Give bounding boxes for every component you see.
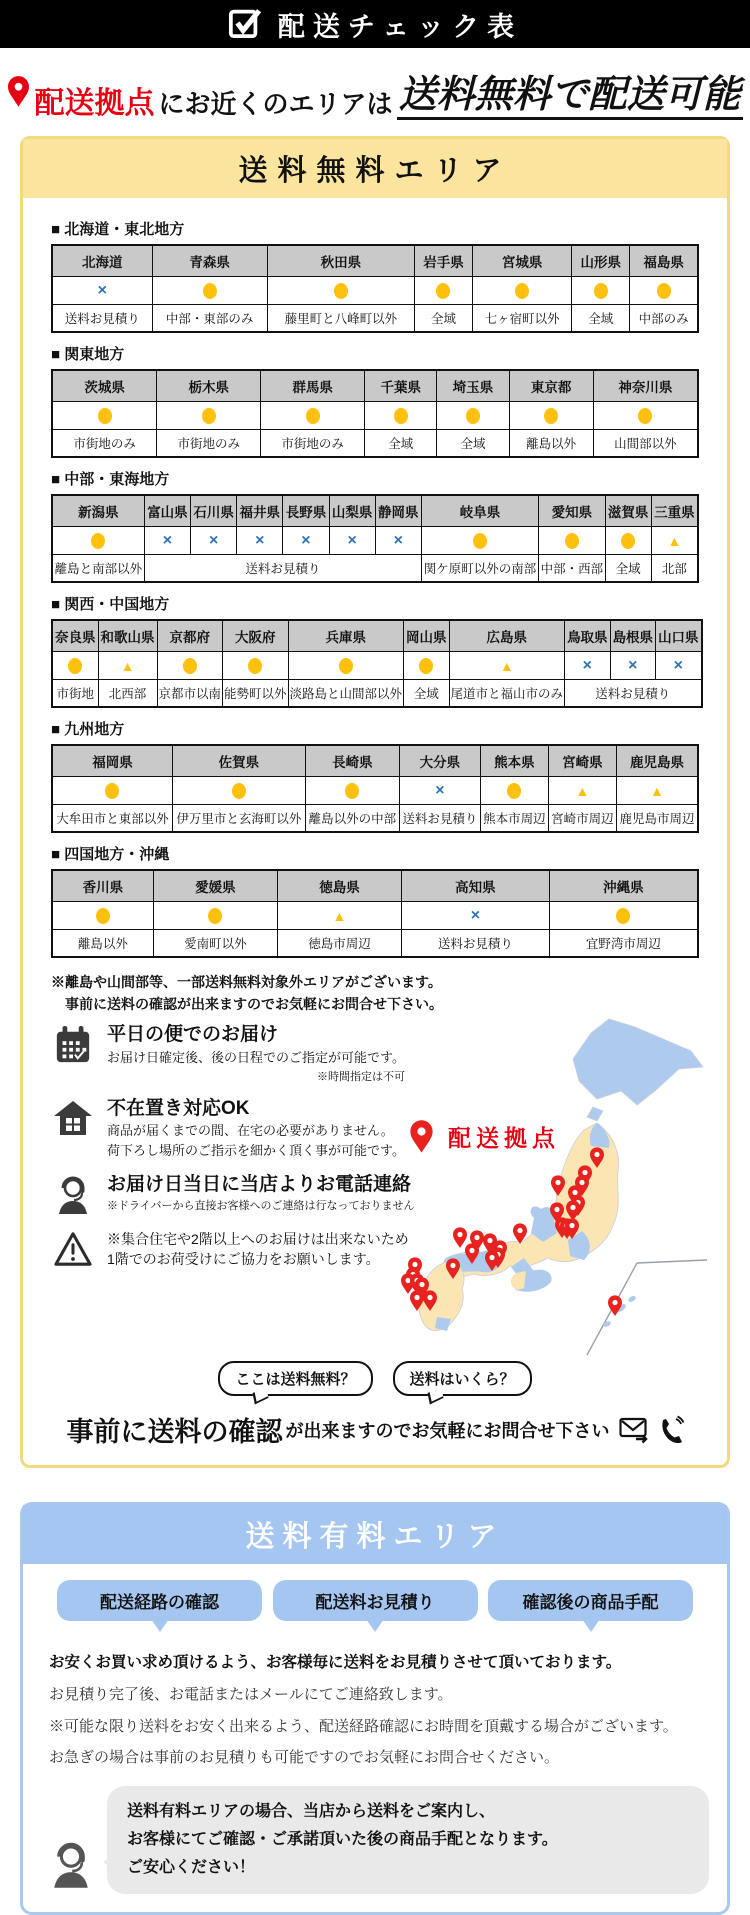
- prefecture-header-cell: 岩手県: [414, 245, 472, 277]
- mark-unavailable-x-glyph: ×: [470, 906, 481, 924]
- area-description-cell: 尾道市と福山市のみ: [449, 680, 565, 708]
- paid-paragraph: お見積り完了後、お電話またはメールにてご連絡致します。: [49, 1686, 453, 1704]
- prefecture-table: [51, 369, 699, 458]
- japan-map: [385, 1011, 715, 1356]
- service-note: ※ドライバーから直接お客様へのご連絡は行なっておりません: [107, 1200, 415, 1213]
- region-block: [51, 843, 699, 958]
- prefecture-header-cell: 鹿児島県: [616, 745, 698, 777]
- area-description-cell: 市街地: [52, 680, 98, 708]
- paid-paragraphs: [35, 1653, 715, 1768]
- service-line: ※集合住宅や2階以上へのお届けは出来ないため: [107, 1230, 409, 1247]
- mark-free-circle: [157, 402, 261, 430]
- mark-unavailable-x: [329, 527, 375, 555]
- area-description-cell: 能勢町以外: [223, 680, 289, 708]
- mark-unavailable-x: [237, 527, 283, 555]
- service-title: 不在置き対応OK: [107, 1097, 250, 1119]
- prefecture-header-cell: 福井県: [237, 495, 283, 527]
- prefecture-header-cell: 愛知県: [539, 495, 605, 527]
- mark-free-circle-glyph: [183, 658, 197, 674]
- mark-unavailable-x-glyph: ×: [393, 531, 403, 549]
- area-description-cell: 伊万里市と玄海町以外: [172, 805, 305, 833]
- prefecture-header-cell: 京都府: [157, 620, 223, 652]
- prefecture-header-cell: 秋田県: [267, 245, 414, 277]
- assurance: [49, 1786, 709, 1894]
- mail-icon: [619, 1416, 649, 1444]
- prefecture-header-cell: 東京都: [509, 370, 593, 402]
- prefecture-header-cell: 奈良県: [52, 620, 98, 652]
- area-description-cell: 離島以外: [509, 430, 593, 458]
- service-text: [107, 1228, 409, 1270]
- mark-unavailable-x: [656, 652, 702, 680]
- area-description-cell: 関ケ原町以外の南部: [421, 555, 538, 583]
- house-icon: [51, 1097, 95, 1160]
- region-title: ■ 関西・中国地方: [51, 596, 170, 613]
- map-pin-icon: [7, 75, 30, 113]
- mark-free-circle-glyph: [565, 533, 579, 549]
- mark-partial-triangle-glyph: ▲: [499, 657, 514, 674]
- prefecture-table: [51, 744, 699, 833]
- area-description-cell: 藤里町と八峰町以外: [267, 305, 414, 333]
- prefecture-header-cell: 静岡県: [375, 495, 421, 527]
- exclusion-note-line: 事前に送料の確認が出来ますのでお気軽にお問合せ下さい。: [65, 995, 443, 1012]
- prefecture-header-cell: 宮崎県: [548, 745, 616, 777]
- service-line: お届け日確定後、後の日程でのご指定が可能です。: [107, 1050, 405, 1066]
- mark-unavailable-x: [375, 527, 421, 555]
- area-description-cell: 徳島市周辺: [277, 930, 401, 958]
- exclusion-notes: [51, 972, 699, 1015]
- area-description-cell: 宜野湾市周辺: [549, 930, 698, 958]
- mark-free-circle-glyph: [394, 408, 408, 424]
- area-description-cell: 全域: [605, 555, 651, 583]
- prefecture-header-cell: 北海道: [52, 245, 152, 277]
- area-description-cell: 送料お見積り: [565, 680, 702, 708]
- info-and-map: [51, 1023, 699, 1345]
- mark-free-circle-glyph: [68, 658, 82, 674]
- prefecture-header-cell: 和歌山県: [98, 620, 157, 652]
- assurance-line: お客様にてご確認・ご承諾頂いた後の商品手配となります。: [127, 1831, 558, 1849]
- mark-free-circle-glyph: [621, 533, 635, 549]
- mark-unavailable-x: [610, 652, 656, 680]
- area-description-cell: 送料お見積り: [402, 930, 550, 958]
- mark-unavailable-x-glyph: ×: [435, 781, 445, 799]
- service-text: [107, 1097, 405, 1160]
- mark-free-circle: [52, 652, 98, 680]
- mark-free-circle: [404, 652, 450, 680]
- map-legend-label: 配送拠点: [448, 1125, 560, 1152]
- prefecture-header-cell: 宮城県: [472, 245, 571, 277]
- prefecture-header-cell: 青森県: [152, 245, 267, 277]
- mark-free-circle-glyph: [436, 283, 450, 299]
- prefecture-header-cell: 徳島県: [277, 870, 401, 902]
- exclusion-note-line: ※離島や山間部等、一部送料無料対象外エリアがございます。: [51, 974, 442, 990]
- prefecture-header-cell: 愛媛県: [153, 870, 277, 902]
- prefecture-table: [51, 869, 699, 958]
- mark-free-circle-glyph: [232, 783, 246, 799]
- paid-area-body: [23, 1564, 727, 1912]
- prefecture-header-cell: 鳥取県: [565, 620, 611, 652]
- mark-free-circle-glyph: [473, 533, 487, 549]
- question-bubble: ここは送料無料？: [218, 1361, 372, 1396]
- mark-partial-triangle: [277, 902, 401, 930]
- prefecture-table: [51, 619, 703, 708]
- service-note: ※時間指定は不可: [316, 1070, 405, 1083]
- service-line: 1階でのお荷受けにご協力をお願いします。: [107, 1251, 380, 1268]
- mark-free-circle-glyph: [594, 283, 608, 299]
- paid-paragraph: ※可能な限り送料をお安く出来るよう、配送経路確認にお時間を頂戴する場合がございます。: [49, 1717, 678, 1735]
- prefecture-header-cell: 三重県: [651, 495, 698, 527]
- service-text: [107, 1023, 405, 1083]
- mark-free-circle: [509, 402, 593, 430]
- mark-partial-triangle-glyph: ▲: [650, 782, 664, 799]
- free-area-header: 送料無料エリア: [23, 139, 727, 198]
- mark-partial-triangle: [449, 652, 565, 680]
- area-description-cell: 全域: [404, 680, 450, 708]
- free-shipping-section: [20, 136, 730, 1468]
- headline-middle: にお近くのエリアは: [158, 88, 393, 119]
- mark-free-circle: [288, 652, 404, 680]
- area-description-cell: 離島以外の中部: [305, 805, 399, 833]
- region-block: [51, 718, 699, 833]
- region-title: ■ 北海道・東北地方: [51, 221, 185, 238]
- prefecture-header-cell: 広島県: [449, 620, 565, 652]
- mark-unavailable-x: [283, 527, 329, 555]
- region-block: [51, 468, 699, 583]
- area-description-cell: 離島以外: [52, 930, 153, 958]
- mark-free-circle: [52, 902, 153, 930]
- checkbox-icon: [228, 5, 262, 44]
- prefecture-header-cell: 香川県: [52, 870, 153, 902]
- area-description-cell: 宮崎市周辺: [548, 805, 616, 833]
- region-title: ■ 関東地方: [51, 346, 125, 363]
- area-description-cell: 中部のみ: [630, 305, 698, 333]
- area-description-cell: 送料お見積り: [52, 305, 152, 333]
- mark-free-circle: [480, 777, 548, 805]
- mark-free-circle-glyph: [616, 908, 630, 924]
- area-description-cell: 全域: [437, 430, 509, 458]
- mark-free-circle-glyph: [248, 658, 262, 674]
- operator-icon: [51, 1173, 95, 1215]
- mark-free-circle: [414, 277, 472, 305]
- area-description-cell: 淡路島と山間部以外: [288, 680, 404, 708]
- depot-pin-icon: [409, 1119, 434, 1154]
- region-block: [51, 218, 699, 333]
- mark-free-circle: [172, 777, 305, 805]
- paid-paragraph: お安くお買い求め頂けるよう、お客様毎に送料をお見積りさせて頂いております。: [49, 1654, 622, 1672]
- mark-free-circle-glyph: [345, 783, 359, 799]
- prefecture-header-cell: 石川県: [191, 495, 237, 527]
- prefecture-header-cell: 茨城県: [52, 370, 157, 402]
- area-description-cell: 送料お見積り: [144, 555, 421, 583]
- mark-free-circle: [153, 902, 277, 930]
- mark-unavailable-x: [191, 527, 237, 555]
- prefecture-header-cell: 長崎県: [305, 745, 399, 777]
- step-estimate: 配送料お見積り: [273, 1580, 478, 1621]
- mark-free-circle-glyph: [638, 408, 652, 424]
- area-description-cell: 送料お見積り: [399, 805, 480, 833]
- question-bubbles: [51, 1361, 699, 1396]
- assurance-line: 送料有料エリアの場合、当店から送料をご案内し、: [127, 1803, 496, 1821]
- mark-unavailable-x-glyph: ×: [301, 531, 311, 549]
- paid-area-header: 送料有料エリア: [23, 1505, 727, 1564]
- mark-free-circle: [437, 402, 509, 430]
- prefecture-header-cell: 千葉県: [365, 370, 437, 402]
- mark-unavailable-x: [565, 652, 611, 680]
- headline-emphasis: 送料無料で配送可能: [397, 76, 743, 120]
- mark-free-circle-glyph: [419, 658, 433, 674]
- prefecture-header-cell: 岡山県: [404, 620, 450, 652]
- depot-pin: [453, 1228, 467, 1249]
- mark-partial-triangle-glyph: ▲: [120, 657, 135, 674]
- area-description-cell: 愛南町以外: [153, 930, 277, 958]
- prefecture-header-cell: 山口県: [656, 620, 702, 652]
- area-description-cell: 鹿児島市周辺: [616, 805, 698, 833]
- region-block: [51, 343, 699, 458]
- area-description-cell: 北部: [651, 555, 698, 583]
- prefecture-header-cell: 埼玉県: [437, 370, 509, 402]
- region-title: ■ 九州地方: [51, 721, 125, 738]
- mark-unavailable-x-glyph: ×: [97, 281, 107, 299]
- headline: [0, 62, 750, 120]
- mark-free-circle: [593, 402, 698, 430]
- area-description-cell: 七ヶ宿町以外: [472, 305, 571, 333]
- area-description-cell: 中部・西部: [539, 555, 605, 583]
- area-description-cell: 全域: [572, 305, 630, 333]
- mark-free-circle-glyph: [339, 658, 353, 674]
- region-title: ■ 中部・東海地方: [51, 471, 170, 488]
- service-title: お届け日当日に当店よりお電話連絡: [107, 1173, 412, 1195]
- mark-free-circle: [152, 277, 267, 305]
- mark-free-circle: [549, 902, 698, 930]
- area-description-cell: 市街地のみ: [157, 430, 261, 458]
- mark-free-circle: [472, 277, 571, 305]
- mark-free-circle-glyph: [507, 783, 521, 799]
- mark-unavailable-x-glyph: ×: [255, 531, 265, 549]
- mark-free-circle-glyph: [544, 408, 558, 424]
- mark-free-circle: [572, 277, 630, 305]
- cta-strong-text: 事前に送料の確認: [66, 1417, 283, 1448]
- free-area-body: [23, 198, 727, 1465]
- prefecture-header-cell: 栃木県: [157, 370, 261, 402]
- region-tables: [51, 218, 699, 958]
- area-description-cell: 全域: [365, 430, 437, 458]
- prefecture-header-cell: 富山県: [144, 495, 190, 527]
- prefecture-header-cell: 大分県: [399, 745, 480, 777]
- mark-free-circle: [157, 652, 223, 680]
- mark-free-circle-glyph: [202, 408, 216, 424]
- mark-unavailable-x: [399, 777, 480, 805]
- mark-partial-triangle: [98, 652, 157, 680]
- map-legend: [409, 1119, 560, 1154]
- region-block: [51, 593, 699, 708]
- mark-partial-triangle-glyph: ▲: [575, 782, 590, 799]
- step-route-check: 配送経路の確認: [57, 1580, 262, 1621]
- area-description-cell: 市街地のみ: [52, 430, 157, 458]
- mark-free-circle: [365, 402, 437, 430]
- prefecture-header-cell: 滋賀県: [605, 495, 651, 527]
- mark-unavailable-x: [52, 277, 152, 305]
- okinawa-inset: [587, 1260, 707, 1355]
- service-line: 商品が届くまでの間、在宅の必要がありません。: [107, 1123, 394, 1139]
- phone-icon: [658, 1416, 684, 1444]
- prefecture-header-cell: 福島県: [630, 245, 698, 277]
- assurance-bubble: [107, 1786, 709, 1894]
- prefecture-table: [51, 244, 699, 333]
- mark-partial-triangle-glyph: ▲: [667, 532, 682, 549]
- paid-shipping-section: [20, 1502, 730, 1915]
- mark-unavailable-x-glyph: ×: [347, 531, 357, 549]
- mark-unavailable-x-glyph: ×: [582, 656, 592, 674]
- mark-free-circle-glyph: [98, 408, 112, 424]
- prefecture-header-cell: 大阪府: [223, 620, 289, 652]
- service-text: [107, 1173, 414, 1215]
- area-description-cell: 中部・東部のみ: [152, 305, 267, 333]
- operator-icon: [49, 1841, 93, 1894]
- prefecture-header-cell: 岐阜県: [421, 495, 538, 527]
- top-bar: [0, 0, 750, 48]
- mark-free-circle: [261, 402, 365, 430]
- prefecture-header-cell: 島根県: [610, 620, 656, 652]
- mark-unavailable-x-glyph: ×: [208, 531, 219, 549]
- assurance-line: ご安心ください！: [127, 1859, 256, 1877]
- mark-unavailable-x-glyph: ×: [673, 656, 683, 674]
- prefecture-header-cell: 長野県: [283, 495, 329, 527]
- mark-free-circle-glyph: [466, 408, 480, 424]
- mark-free-circle: [52, 402, 157, 430]
- question-bubble: 送料はいくら？: [393, 1361, 532, 1396]
- service-title: 平日の便でのお届け: [107, 1024, 279, 1046]
- mark-free-circle-glyph: [203, 283, 217, 299]
- area-description-cell: 熊本市周辺: [480, 805, 548, 833]
- prefecture-table: [51, 494, 699, 583]
- mark-free-circle-glyph: [515, 283, 529, 299]
- prefecture-header-cell: 神奈川県: [593, 370, 698, 402]
- mark-free-circle: [305, 777, 399, 805]
- mark-free-circle-glyph: [306, 408, 320, 424]
- mark-unavailable-x: [144, 527, 190, 555]
- mark-partial-triangle: [548, 777, 616, 805]
- mark-partial-triangle-glyph: ▲: [332, 907, 347, 924]
- area-description-cell: 北西部: [98, 680, 157, 708]
- mark-unavailable-x-glyph: ×: [162, 531, 173, 549]
- prefecture-header-cell: 新潟県: [52, 495, 144, 527]
- mark-free-circle-glyph: [96, 908, 110, 924]
- mark-free-circle: [223, 652, 289, 680]
- calendar-icon: [51, 1023, 95, 1083]
- area-description-cell: 離島と南部以外: [52, 555, 144, 583]
- prefecture-header-cell: 兵庫県: [288, 620, 404, 652]
- prefecture-header-cell: 山梨県: [329, 495, 375, 527]
- prefecture-header-cell: 高知県: [402, 870, 550, 902]
- step-arrange: 確認後の商品手配: [488, 1580, 693, 1621]
- prefecture-header-cell: 熊本県: [480, 745, 548, 777]
- service-line: 荷下ろし場所のご指示を細かく頂く事が可能です。: [107, 1142, 405, 1158]
- region-title: ■ 四国地方・沖縄: [51, 846, 170, 863]
- mark-free-circle-glyph: [657, 283, 671, 299]
- mark-free-circle: [630, 277, 698, 305]
- mark-free-circle: [539, 527, 605, 555]
- mark-free-circle: [421, 527, 538, 555]
- mark-unavailable-x: [402, 902, 550, 930]
- prefecture-header-cell: 山形県: [572, 245, 630, 277]
- area-description-cell: 全域: [414, 305, 472, 333]
- prefecture-header-cell: 佐賀県: [172, 745, 305, 777]
- area-description-cell: 京都市以南: [157, 680, 223, 708]
- mark-unavailable-x-glyph: ×: [628, 656, 638, 674]
- headline-depot-label: 配送拠点: [34, 87, 155, 120]
- area-description-cell: 市街地のみ: [261, 430, 365, 458]
- mark-free-circle: [605, 527, 651, 555]
- cta-rest-text: が出来ますのでお気軽にお問合せ下さい: [285, 1420, 610, 1441]
- paid-paragraph: お急ぎの場合は事前のお見積りも可能ですのでお気軽にお問合せください。: [49, 1748, 560, 1766]
- mark-free-circle-glyph: [91, 533, 105, 549]
- prefecture-header-cell: 沖縄県: [549, 870, 698, 902]
- mark-free-circle-glyph: [334, 283, 348, 299]
- mark-partial-triangle: [616, 777, 698, 805]
- mark-partial-triangle: [651, 527, 698, 555]
- area-description-cell: 大牟田市と東部以外: [52, 805, 172, 833]
- paid-steps: [35, 1580, 715, 1621]
- prefecture-header-cell: 福岡県: [52, 745, 172, 777]
- page-title: 配送チェック表: [277, 11, 523, 42]
- warning-icon: [51, 1228, 95, 1270]
- mark-free-circle: [52, 527, 144, 555]
- mark-free-circle: [52, 777, 172, 805]
- mark-free-circle-glyph: [105, 783, 119, 799]
- mark-free-circle-glyph: [208, 908, 222, 924]
- contact-cta: [51, 1410, 699, 1449]
- prefecture-header-cell: 群馬県: [261, 370, 365, 402]
- mark-free-circle: [267, 277, 414, 305]
- hokkaido-island: [573, 1019, 703, 1121]
- area-description-cell: 山間部以外: [593, 430, 698, 458]
- shikoku-island: [511, 1270, 552, 1292]
